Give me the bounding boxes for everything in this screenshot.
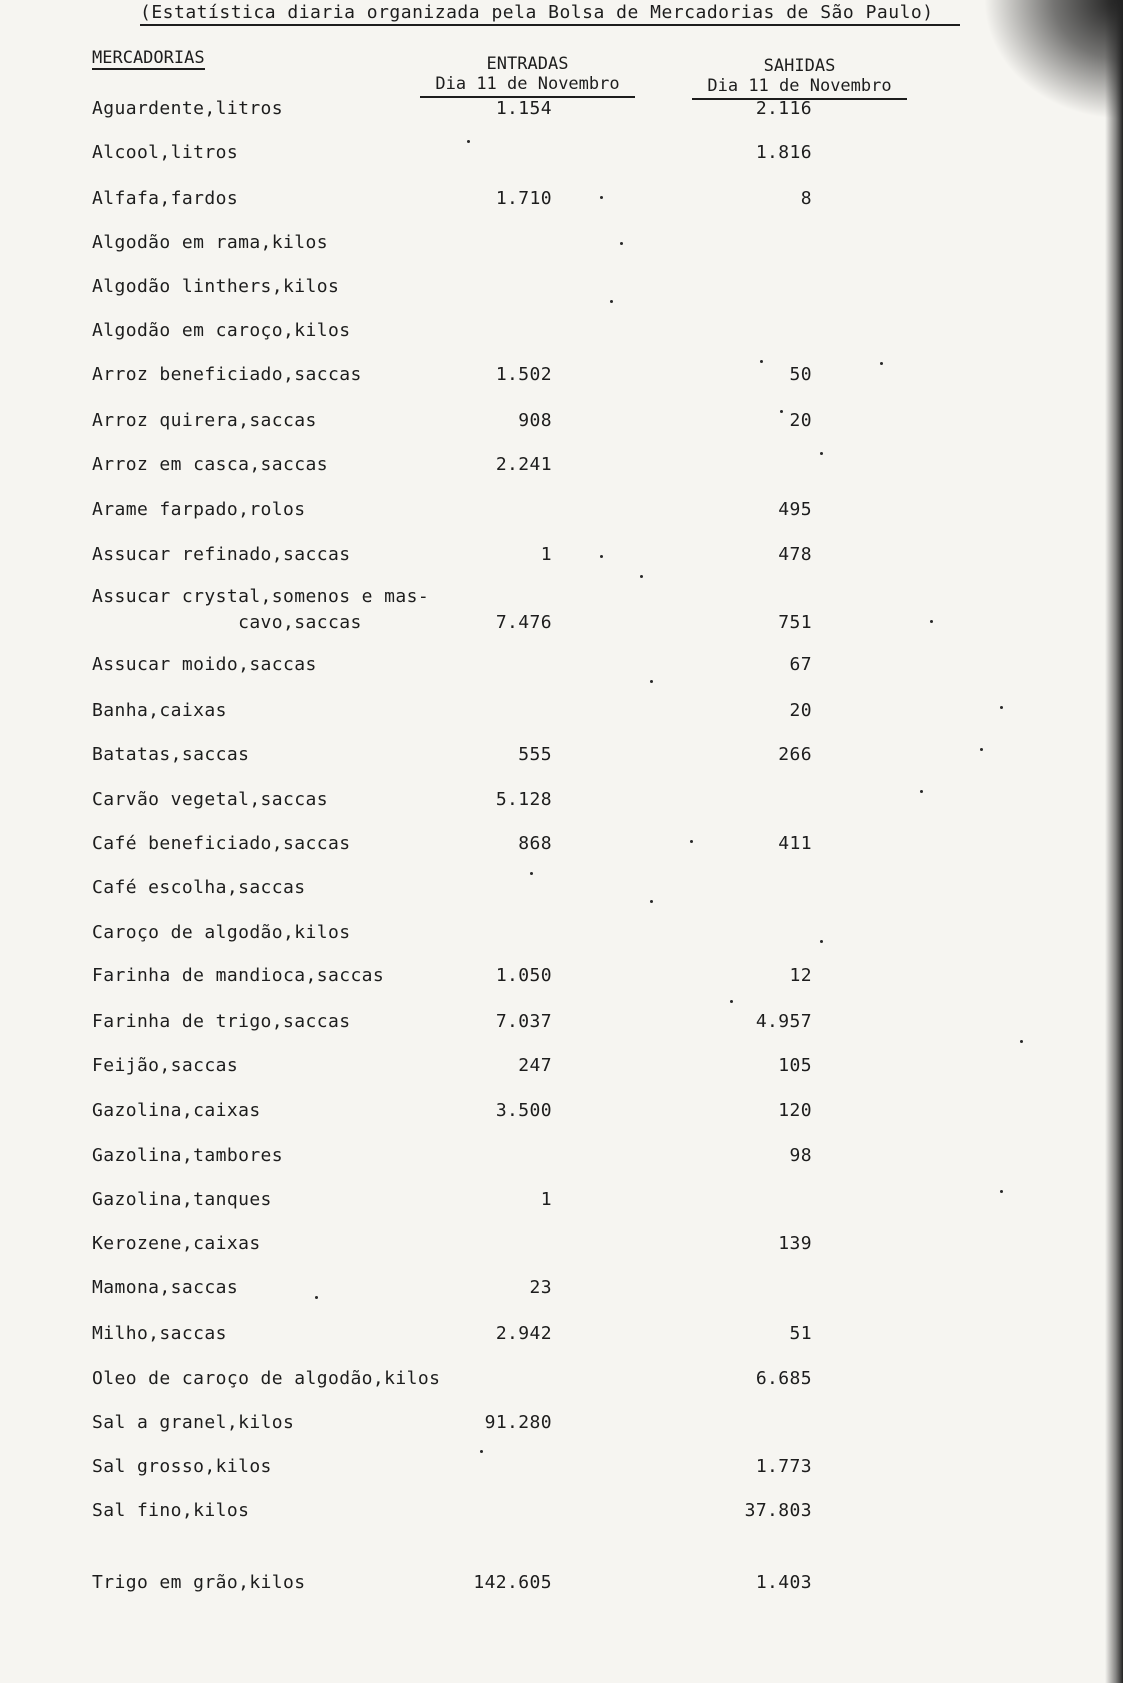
scan-speck: [530, 872, 533, 875]
commodity-name: Caroço de algodão,kilos: [92, 922, 351, 943]
scan-speck: [820, 940, 823, 943]
table-row: [0, 1410, 1100, 1450]
sahidas-title: SAHIDAS: [763, 56, 836, 76]
column-header-sahidas: [692, 56, 907, 100]
commodity-name: Gazolina,caixas: [92, 1100, 261, 1121]
commodity-name: Oleo de caroço de algodão,kilos: [92, 1368, 441, 1389]
scan-edge-shadow: [1105, 0, 1123, 1683]
table-row: [0, 318, 1100, 358]
table-row: [0, 497, 1100, 537]
scan-speck: [920, 790, 923, 793]
entradas-value: 2.241: [495, 454, 552, 475]
commodity-name: Alcool,litros: [92, 142, 239, 163]
sahidas-value: 20: [789, 700, 812, 721]
sahidas-value: 751: [778, 612, 812, 633]
scan-speck: [820, 452, 823, 455]
scan-speck: [730, 1000, 733, 1003]
table-row: [0, 1098, 1100, 1138]
commodity-name: Algodão em caroço,kilos: [92, 320, 351, 341]
table-row: [0, 362, 1100, 402]
scan-speck: [620, 242, 623, 245]
entradas-value: 1.154: [495, 98, 552, 119]
entradas-value: 1: [540, 1189, 552, 1210]
table-row: [0, 1366, 1100, 1406]
table-row: [0, 1053, 1100, 1093]
scan-speck: [980, 748, 983, 751]
scan-speck: [315, 1296, 318, 1299]
page-header: (Estatística diaria organizada pela Bolsa de Mercadorias de São Paulo): [140, 2, 960, 26]
entradas-title: ENTRADAS: [486, 54, 569, 74]
sahidas-value: 120: [778, 1100, 812, 1121]
sahidas-date: Dia 11 de Novembro: [692, 76, 907, 100]
commodity-name: Algodão linthers,kilos: [92, 276, 340, 297]
table-row: [0, 1275, 1100, 1315]
sahidas-value: 1.773: [755, 1456, 812, 1477]
commodity-name: Assucar refinado,saccas: [92, 544, 351, 565]
scan-speck: [1000, 706, 1003, 709]
table-row: [0, 1009, 1100, 1049]
commodity-name: Mamona,saccas: [92, 1277, 239, 1298]
scan-speck: [930, 620, 933, 623]
entradas-value: 2.942: [495, 1323, 552, 1344]
table-row: [0, 542, 1100, 582]
scan-speck: [600, 555, 603, 558]
entradas-value: 1: [540, 544, 552, 565]
entradas-value: 247: [518, 1055, 552, 1076]
entradas-value: 142.605: [473, 1572, 552, 1593]
entradas-value: 1.710: [495, 188, 552, 209]
sahidas-value: 266: [778, 744, 812, 765]
commodity-name: Batatas,saccas: [92, 744, 250, 765]
column-header-mercadorias: MERCADORIAS: [92, 48, 205, 68]
table-row: [0, 274, 1100, 314]
scan-speck: [610, 300, 613, 303]
entradas-value: 7.037: [495, 1011, 552, 1032]
sahidas-value: 50: [789, 364, 812, 385]
scan-speck: [760, 360, 763, 363]
table-row: [0, 96, 1100, 136]
sahidas-value: 495: [778, 499, 812, 520]
entradas-value: 7.476: [495, 612, 552, 633]
table-row: [0, 963, 1100, 1003]
commodity-name: Arroz quirera,saccas: [92, 410, 317, 431]
scan-speck: [650, 680, 653, 683]
sahidas-value: 2.116: [755, 98, 812, 119]
commodity-name: Farinha de trigo,saccas: [92, 1011, 351, 1032]
table-row: [0, 831, 1100, 871]
table-row: [0, 1231, 1100, 1271]
sahidas-value: 20: [789, 410, 812, 431]
table-row: [0, 1454, 1100, 1494]
table-row: [0, 1498, 1100, 1538]
commodity-name: Arroz em casca,saccas: [92, 454, 328, 475]
commodity-name: Gazolina,tambores: [92, 1145, 284, 1166]
table-row: [0, 230, 1100, 270]
sahidas-value: 478: [778, 544, 812, 565]
commodity-name: Trigo em grão,kilos: [92, 1572, 306, 1593]
table-row: [0, 186, 1100, 226]
commodity-name: Milho,saccas: [92, 1323, 227, 1344]
table-row: [0, 652, 1100, 692]
sahidas-value: 139: [778, 1233, 812, 1254]
commodity-name: Café beneficiado,saccas: [92, 833, 351, 854]
commodity-name: Sal a granel,kilos: [92, 1412, 295, 1433]
sahidas-value: 67: [789, 654, 812, 675]
commodity-name: Algodão em rama,kilos: [92, 232, 328, 253]
table-row: [0, 408, 1100, 448]
entradas-value: 868: [518, 833, 552, 854]
table-row: [0, 742, 1100, 782]
sahidas-value: 12: [789, 965, 812, 986]
commodity-name: Feijão,saccas: [92, 1055, 239, 1076]
commodity-name: Farinha de mandioca,saccas: [92, 965, 385, 986]
sahidas-value: 1.403: [755, 1572, 812, 1593]
sahidas-value: 6.685: [755, 1368, 812, 1389]
entradas-value: 908: [518, 410, 552, 431]
commodity-name: Assucar moido,saccas: [92, 654, 317, 675]
commodity-name: Sal fino,kilos: [92, 1500, 250, 1521]
sahidas-value: 98: [789, 1145, 812, 1166]
entradas-value: 91.280: [484, 1412, 552, 1433]
table-row: [0, 1187, 1100, 1227]
commodity-name: Banha,caixas: [92, 700, 227, 721]
commodity-name: Sal grosso,kilos: [92, 1456, 272, 1477]
table-row: [0, 1321, 1100, 1361]
commodity-name: Kerozene,caixas: [92, 1233, 261, 1254]
commodity-name: Café escolha,saccas: [92, 877, 306, 898]
commodity-name: Alfafa,fardos: [92, 188, 239, 209]
column-header-entradas: [420, 54, 635, 98]
scan-speck: [1020, 1040, 1023, 1043]
commodity-name: Assucar crystal,somenos e mas- cavo,saccas: [92, 586, 430, 633]
table-row: [0, 787, 1100, 827]
table-row: [0, 920, 1100, 960]
table-row: [0, 1143, 1100, 1183]
entradas-value: 23: [529, 1277, 552, 1298]
scan-speck: [690, 840, 693, 843]
sahidas-value: 51: [789, 1323, 812, 1344]
sahidas-value: 1.816: [755, 142, 812, 163]
scan-speck: [780, 410, 783, 413]
scan-speck: [480, 1450, 483, 1453]
table-row: [0, 452, 1100, 492]
entradas-value: 1.050: [495, 965, 552, 986]
scan-speck: [600, 196, 603, 199]
scan-speck: [467, 140, 470, 143]
scan-speck: [880, 362, 883, 365]
scan-speck: [640, 575, 643, 578]
table-row: [0, 140, 1100, 180]
scan-speck: [650, 900, 653, 903]
table-row: [0, 875, 1100, 915]
sahidas-value: 105: [778, 1055, 812, 1076]
commodity-name: Gazolina,tanques: [92, 1189, 272, 1210]
commodity-name: Arame farpado,rolos: [92, 499, 306, 520]
table-row: [0, 584, 1100, 633]
sahidas-value: 8: [800, 188, 812, 209]
entradas-value: 3.500: [495, 1100, 552, 1121]
sahidas-value: 4.957: [755, 1011, 812, 1032]
entradas-value: 1.502: [495, 364, 552, 385]
table-row: [0, 698, 1100, 738]
sahidas-value: 37.803: [744, 1500, 812, 1521]
entradas-date: Dia 11 de Novembro: [420, 74, 635, 98]
table-row: [0, 1570, 1100, 1610]
entradas-value: 555: [518, 744, 552, 765]
entradas-value: 5.128: [495, 789, 552, 810]
sahidas-value: 411: [778, 833, 812, 854]
commodity-name: Aguardente,litros: [92, 98, 284, 119]
commodity-name: Carvão vegetal,saccas: [92, 789, 328, 810]
scan-speck: [1000, 1190, 1003, 1193]
commodity-name: Arroz beneficiado,saccas: [92, 364, 362, 385]
